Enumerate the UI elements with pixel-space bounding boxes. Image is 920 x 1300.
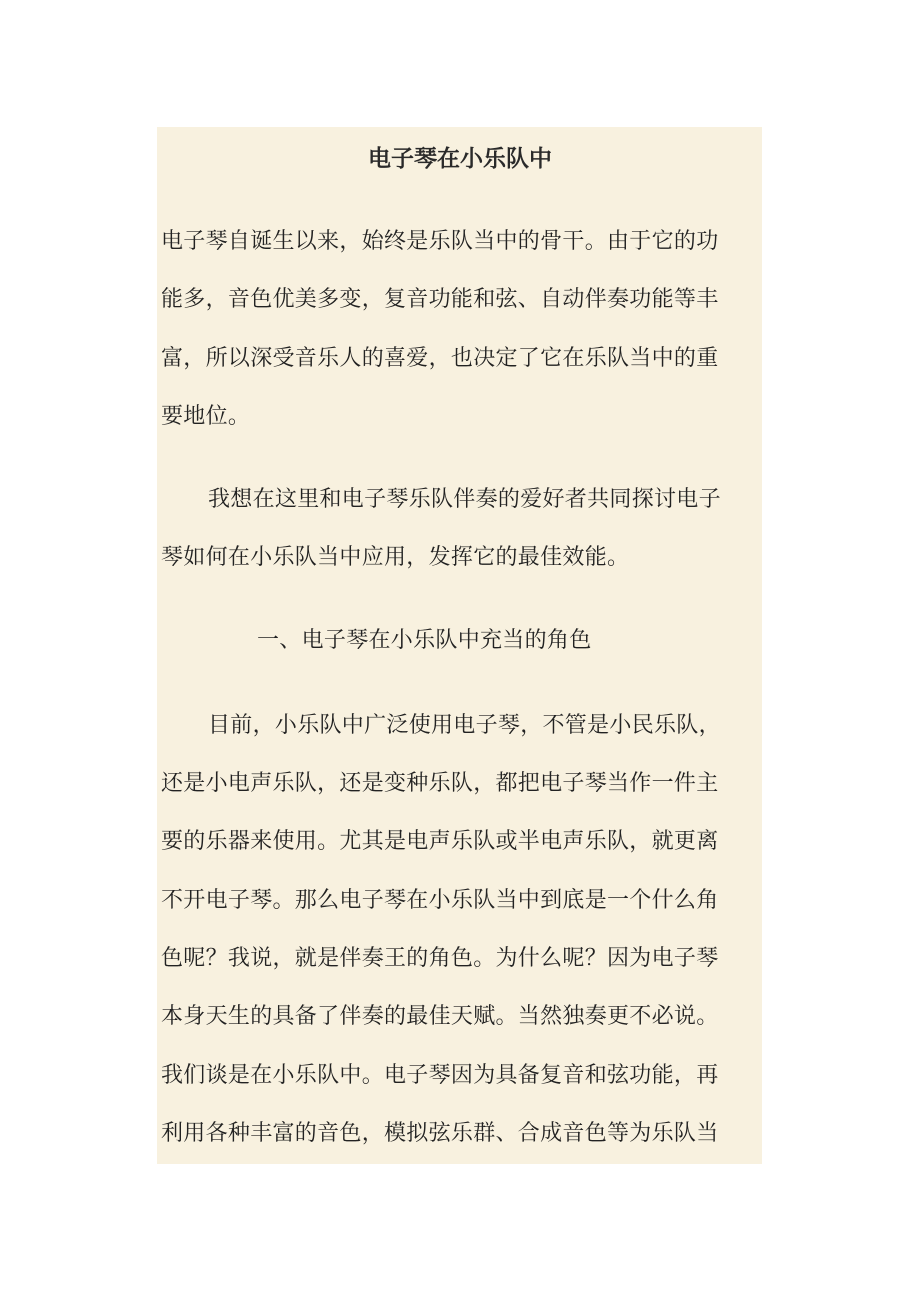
paragraph-line: 还是小电声乐队，还是变种乐队，都把电子琴当作一件主 — [161, 771, 719, 796]
paragraph-line: 本身天生的具备了伴奏的最佳天赋。当然独奏更不必说。 — [161, 1004, 719, 1029]
paragraph-line: 能多，音色优美多变，复音功能和弦、自动伴奏功能等丰 — [161, 287, 719, 312]
paragraph-line: 要的乐器来使用。尤其是电声乐队或半电声乐队，就更离 — [161, 829, 719, 854]
paragraph-line: 不开电子琴。那么电子琴在小乐队当中到底是一个什么角 — [161, 888, 719, 913]
paragraph-line: 色呢？我说，就是伴奏王的角色。为什么呢？因为电子琴 — [161, 946, 719, 971]
paragraph-line: 我们谈是在小乐队中。电子琴因为具备复音和弦功能，再 — [161, 1063, 719, 1088]
paragraph-line: 目前，小乐队中广泛使用电子琴，不管是小民乐队， — [208, 713, 721, 738]
paragraph-line: 要地位。 — [161, 404, 251, 429]
paragraph-line: 富，所以深受音乐人的喜爱，也决定了它在乐队当中的重 — [161, 346, 719, 371]
paragraph-line: 电子琴自诞生以来，始终是乐队当中的骨干。由于它的功 — [161, 229, 719, 254]
section-heading: 一、电子琴在小乐队中充当的角色 — [257, 628, 592, 653]
paragraph-line: 利用各种丰富的音色，模拟弦乐群、合成音色等为乐队当 — [161, 1121, 719, 1146]
paragraph-line: 我想在这里和电子琴乐队伴奏的爱好者共同探讨电子 — [208, 487, 721, 512]
document-title: 电子琴在小乐队中 — [368, 145, 552, 172]
paragraph-line: 琴如何在小乐队当中应用，发挥它的最佳效能。 — [161, 545, 630, 570]
